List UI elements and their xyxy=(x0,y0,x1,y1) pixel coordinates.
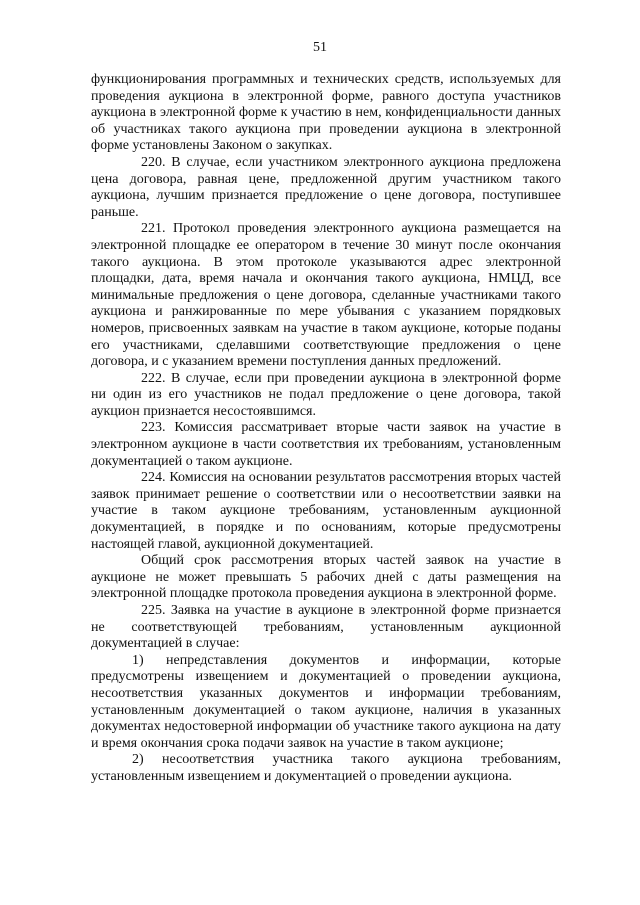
page-number: 51 xyxy=(313,40,327,55)
paragraph-222: 222. В случае, если при проведении аукциона в электронной форме ни один из его участников не подал предложение о цене договора, такой аукцион признается несостоявшимся. xyxy=(91,370,561,419)
paragraph-225: 225. Заявка на участие в аукционе в электронной форме признается не соответствующей требованиям, установленным аукционной документацией в случае: xyxy=(91,603,561,652)
paragraph-221: 221. Протокол проведения электронного аукциона размещается на электронной площадке ее оператором в течение 30 минут после окончания такого аукциона. В этом протоколе указываются адрес электронной площадки, дата, время начала и окончания такого аукциона, НМЦД, все минимальные предложения о цене договора, сделанные участниками такого аукциона и ранжированные по мере убывания с указанием порядковых номеров, присвоенных заявкам на участие в таком аукционе, которые поданы его участниками, сделавшими соответствующие предложения о цене договора, и с указанием времени поступления данных предложений. xyxy=(91,221,561,370)
list-item-2: 2) несоответствия участника такого аукциона требованиям, установленным извещением и документацией о проведении аукциона. xyxy=(91,752,561,784)
paragraph-223: 223. Комиссия рассматривает вторые части заявок на участие в электронном аукционе в части соответствия их требованиям, установленным документацией о таком аукционе. xyxy=(91,420,561,469)
document-body xyxy=(91,72,561,786)
paragraph-review-term: Общий срок рассмотрения вторых частей заявок на участие в аукционе не может превышать 5 рабочих дней с даты размещения на электронной площадке протокола проведения аукциона в электронной форме. xyxy=(91,553,561,602)
paragraph-continuation: функционирования программных и технических средств, используемых для проведения аукциона в электронной форме, равного доступа участников аукциона в электронной форме к участию в нем, конфиденциальности данных об участниках такого аукциона при проведении аукциона в электронной форме установлены Законом о закупках. xyxy=(91,72,561,154)
paragraph-224: 224. Комиссия на основании результатов рассмотрения вторых частей заявок принимает решение о соответствии или о несоответствии заявки на участие в таком аукционе требованиям, установленным аукционной документацией, в порядке и по основаниям, которые предусмотрены настоящей главой, аукционной документацией. xyxy=(91,470,561,552)
paragraph-220: 220. В случае, если участником электронного аукциона предложена цена договора, равная цене, предложенной другим участником такого аукциона, лучшим признается предложение о цене договора, поступившее раньше. xyxy=(91,154,561,220)
list-item-1: 1) непредставления документов и информации, которые предусмотрены извещением и документацией о проведении аукциона, несоответствия указанных документов и информации требованиям, установленным документацией о таком аукционе, наличия в указанных документах недостоверной информации об участнике такого аукциона на дату и время окончания срока подачи заявок на участие в таком аукционе; xyxy=(91,652,561,751)
